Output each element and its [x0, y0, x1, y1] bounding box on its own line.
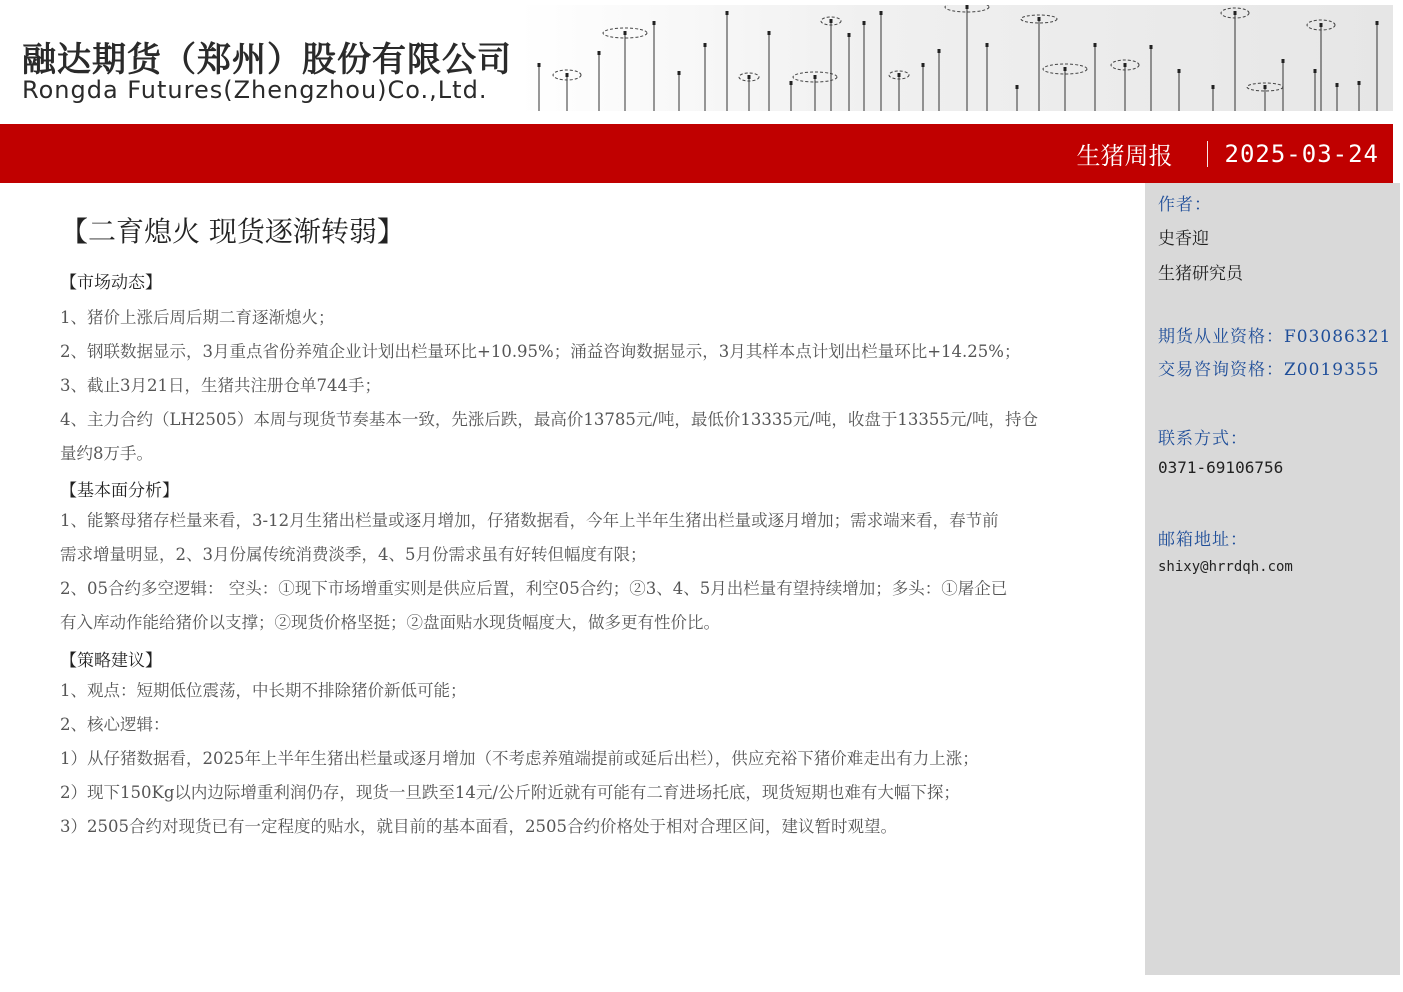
banner-light-bulb [986, 43, 989, 47]
article-title: 【二育熄火 现货逐渐转弱】 [60, 215, 405, 248]
section-heading-strategy: 【策略建议】 [60, 651, 162, 671]
paragraph-line: 3、截止3月21日，生猪共注册仓单744手； [60, 376, 381, 395]
contact-label: 联系方式： [1158, 429, 1248, 449]
banner-light-bulb [863, 21, 866, 25]
decorative-lights-graphic [519, 5, 1393, 111]
banner-light-bulb [1038, 17, 1041, 21]
company-name-en: Rongda Futures(Zhengzhou)Co.,Ltd. [22, 76, 488, 104]
banner-light-bulb [880, 11, 883, 15]
banner-light-bulb [748, 75, 751, 79]
paragraph-line: 需求增量明显，2、3月份属传统消费淡季，4、5月份需求虽有好转但幅度有限； [60, 545, 647, 564]
banner-light-bulb [768, 31, 771, 35]
banner-light-bulb [1376, 21, 1379, 25]
paragraph-line: 1、能繁母猪存栏量来看，3-12月生猪出栏量或逐月增加，仔猪数据看，今年上半年生猪出栏量或逐月增加；需求端来看，春节前 [60, 511, 999, 530]
banner-light-bulb [653, 21, 656, 25]
section-heading-market: 【市场动态】 [60, 273, 162, 293]
title-divider [1207, 141, 1208, 167]
author-name: 史香迎 [1158, 229, 1209, 249]
author-sidebar [1145, 183, 1400, 975]
banner-light-bulb [1016, 85, 1019, 89]
banner-light-bulb [966, 5, 969, 9]
author-role: 生猪研究员 [1158, 264, 1243, 284]
contact-phone: 0371-69106756 [1158, 458, 1284, 477]
banner-light-bulb [1064, 67, 1067, 71]
banner-light-bulb [1264, 85, 1267, 89]
header-banner-image [519, 5, 1393, 111]
email-address[interactable]: shixy@hrrdqh.com [1158, 559, 1293, 575]
section-body-market [60, 301, 1128, 471]
paragraph-line: 1）从仔猪数据看，2025年上半年生猪出栏量或逐月增加（不考虑养殖端提前或延后出栏），供应充裕下猪价难走出有力上涨； [60, 749, 979, 768]
banner-light-bulb [848, 33, 851, 37]
banner-light-bulb [726, 11, 729, 15]
banner-light-bulb [1234, 11, 1237, 15]
report-title-bar [0, 124, 1393, 183]
banner-light-bulb [704, 43, 707, 47]
paragraph-line: 1、猪价上涨后周后期二育逐渐熄火； [60, 308, 335, 327]
banner-light-bulb [1314, 69, 1317, 73]
report-type: 生猪周报 [1076, 142, 1173, 170]
banner-light-bulb [814, 75, 817, 79]
banner-light-bulb [598, 51, 601, 55]
banner-light-bulb [1336, 83, 1339, 87]
email-label: 邮箱地址： [1158, 530, 1248, 550]
banner-light-bulb [1124, 63, 1127, 67]
paragraph-line: 2）现下150Kg以内边际增重利润仍存，现货一旦跌至14元/公斤附近就有可能有二育进场托底，现货短期也难有大幅下探； [60, 783, 960, 802]
banner-light-bulb [1212, 85, 1215, 89]
banner-light-bulb [1178, 69, 1181, 73]
paragraph-line: 量约8万手。 [60, 444, 153, 463]
banner-light-bulb [938, 49, 941, 53]
banner-light-bulb [1320, 23, 1323, 27]
paragraph-line: 3）2505合约对现货已有一定程度的贴水，就目前的基本面看，2505合约价格处于相对合理区间，建议暂时观望。 [60, 817, 897, 836]
banner-light-bulb [1150, 45, 1153, 49]
author-label: 作者： [1158, 195, 1212, 215]
section-body-fundamentals [60, 504, 1128, 640]
banner-light-bulb [898, 73, 901, 77]
banner-light-bulb [624, 31, 627, 35]
advisory-qualification: 交易咨询资格：Z0019355 [1158, 360, 1380, 380]
paragraph-line: 2、钢联数据显示，3月重点省份养殖企业计划出栏量环比+10.95%；涌益咨询数据显示，3月其样本点计划出栏量环比+14.25%； [60, 342, 1021, 361]
banner-light-bulb [922, 63, 925, 67]
banner-light-bulb [830, 19, 833, 23]
paragraph-line: 4、主力合约（LH2505）本周与现货节奏基本一致，先涨后跌，最高价13785元/吨，最低价13335元/吨，收盘于13355元/吨，持仓 [60, 410, 1038, 429]
report-date: 2025-03-24 [1224, 139, 1379, 168]
banner-light-bulb [1094, 43, 1097, 47]
paragraph-line: 有入库动作能给猪价以支撑；②现货价格坚挺；②盘面贴水现货幅度大，做多更有性价比。 [60, 613, 720, 632]
section-heading-fundamentals: 【基本面分析】 [60, 481, 179, 501]
banner-light-bulb [1358, 81, 1361, 85]
banner-light-bulb [538, 63, 541, 67]
section-body-strategy [60, 674, 1128, 844]
banner-light-bulb [678, 71, 681, 75]
paragraph-line: 2、05合约多空逻辑： 空头：①现下市场增重实则是供应后置，利空05合约；②3、4、5月出栏量有望持续增加；多头：①屠企已 [60, 579, 1008, 598]
paragraph-line: 2、核心逻辑： [60, 715, 170, 734]
company-name-cn: 融达期货（郑州）股份有限公司 [22, 40, 512, 80]
banner-light-bulb [566, 73, 569, 77]
banner-light-bulb [1282, 59, 1285, 63]
paragraph-line: 1、观点：短期低位震荡，中长期不排除猪价新低可能； [60, 681, 467, 700]
futures-qualification: 期货从业资格：F03086321 [1158, 327, 1392, 347]
banner-light-bulb [790, 81, 793, 85]
